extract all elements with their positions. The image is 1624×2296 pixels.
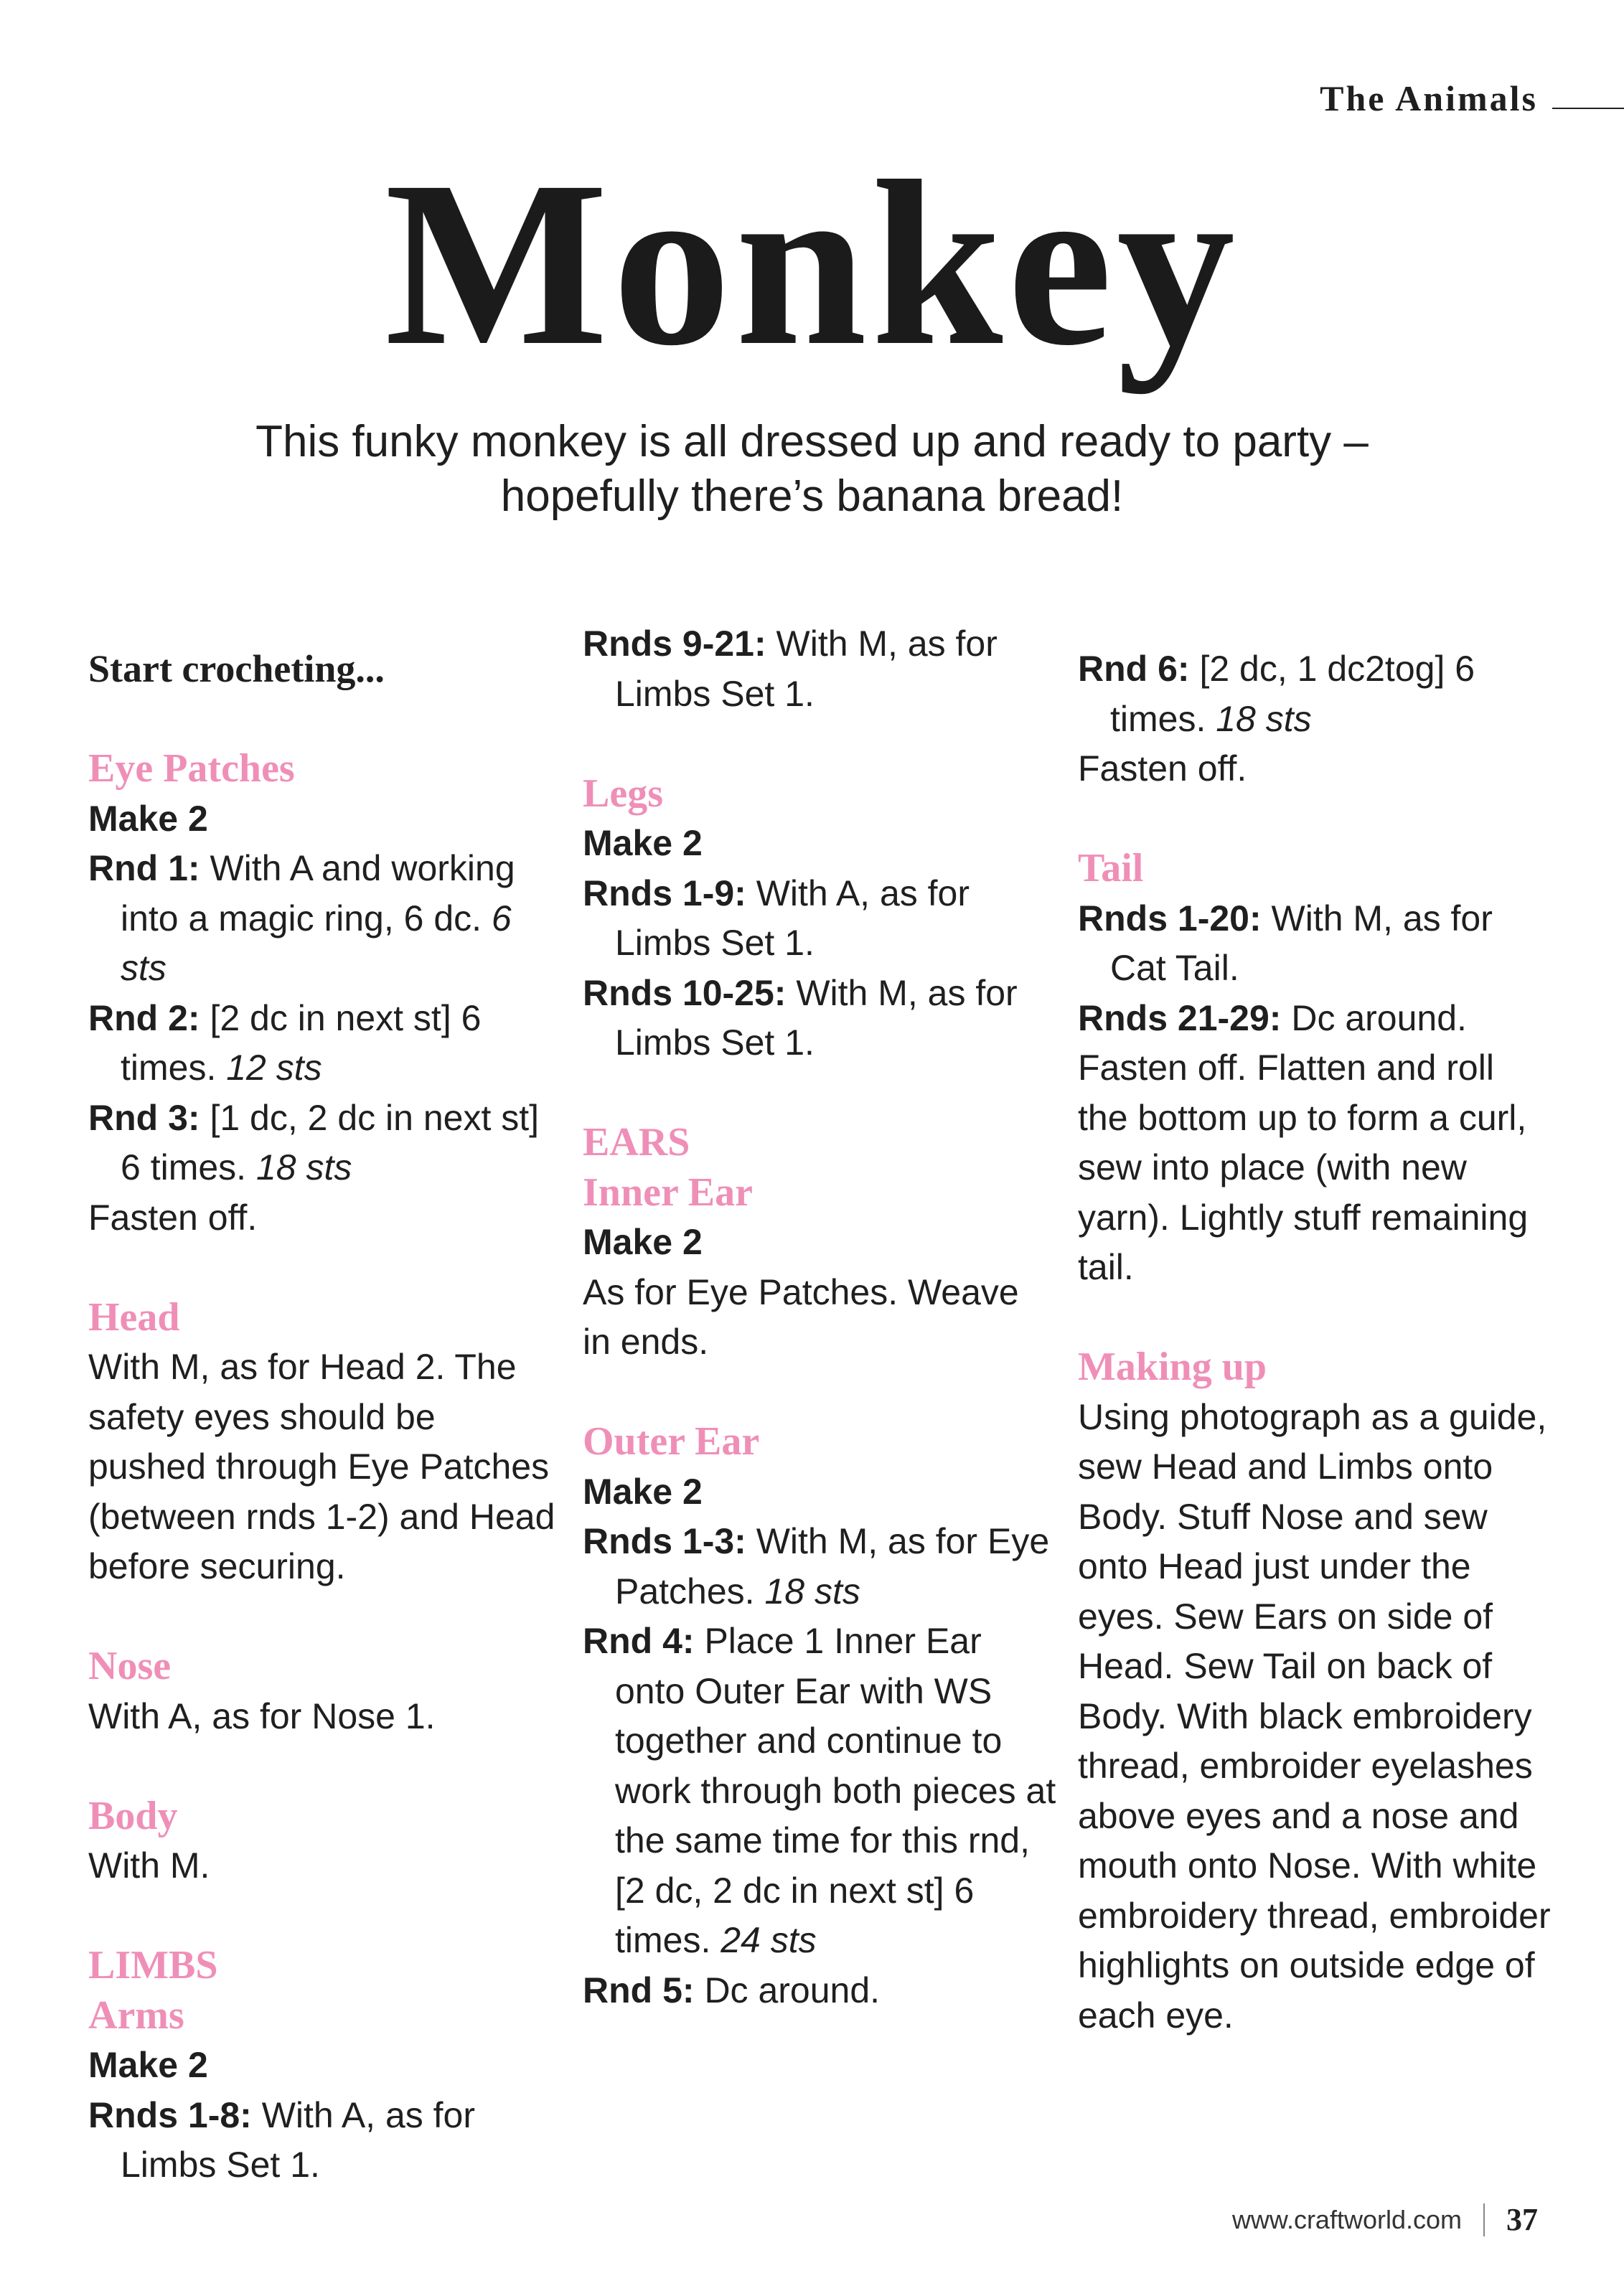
column-2 bbox=[583, 619, 1056, 2015]
eye-patches-rnd1: Rnd 1: With A and working into a magic ring, 6 dc. 6 sts bbox=[88, 848, 515, 988]
footer bbox=[1232, 2201, 1538, 2238]
head-heading: Head bbox=[88, 1294, 180, 1340]
arms-make: Make 2 bbox=[88, 2045, 208, 2085]
limbs-heading: LIMBS bbox=[88, 1943, 218, 1987]
body-text: With M. bbox=[88, 1845, 210, 1886]
eye-patches-rnd2: Rnd 2: [2 dc in next st] 6 times. 12 sts bbox=[88, 997, 482, 1088]
subtitle: This funky monkey is all dressed up and ready to party – hopefully there’s banana bread! bbox=[255, 417, 1369, 521]
page-title: Monkey bbox=[385, 133, 1239, 395]
section-rule bbox=[1552, 108, 1624, 109]
tail-rnds-21-29: Rnds 21-29: Dc around. bbox=[1078, 997, 1467, 1038]
outer-ear-fasten: Fasten off. bbox=[1078, 748, 1247, 789]
eye-patches-rnd3: Rnd 3: [1 dc, 2 dc in next st] 6 times. 18 sts bbox=[88, 1097, 540, 1187]
legs-rnds-1-9: Rnds 1-9: With A, as for Limbs Set 1. bbox=[583, 872, 970, 963]
nose-heading: Nose bbox=[88, 1644, 172, 1688]
column-1 bbox=[88, 644, 562, 2191]
column-3 bbox=[1078, 644, 1552, 2041]
head-text: With M, as for Head 2. The safety eyes should be pushed through Eye Patches (between rnds 1-2) and Head before securing. bbox=[88, 1347, 555, 1586]
tail-text: Fasten off. Flatten and roll the bottom up to form a curl, sew into place (with new yarn). Lightly stuff remaining tail. bbox=[1078, 1048, 1529, 1287]
intro-heading: Start crocheting... bbox=[88, 647, 385, 690]
inner-ear-text: As for Eye Patches. Weave in ends. bbox=[583, 1271, 1019, 1362]
body-heading: Body bbox=[88, 1793, 178, 1838]
eye-patches-fasten: Fasten off. bbox=[88, 1197, 258, 1238]
tail-heading: Tail bbox=[1078, 846, 1144, 890]
inner-ear-make: Make 2 bbox=[583, 1222, 703, 1262]
inner-ear-heading: Inner Ear bbox=[583, 1170, 753, 1215]
outer-ear-rnd-5: Rnd 5: Dc around. bbox=[583, 1970, 881, 2010]
arms-rnds-9-21: Rnds 9-21: With M, as for Limbs Set 1. bbox=[583, 624, 998, 714]
outer-ear-heading: Outer Ear bbox=[583, 1419, 760, 1464]
ears-heading: EARS bbox=[583, 1120, 690, 1165]
legs-rnds-10-25: Rnds 10-25: With M, as for Limbs Set 1. bbox=[583, 972, 1018, 1063]
arms-rnds-1-8: Rnds 1-8: With A, as for Limbs Set 1. bbox=[88, 2094, 476, 2185]
eye-patches-heading: Eye Patches bbox=[88, 746, 295, 791]
making-up-heading: Making up bbox=[1078, 1345, 1267, 1389]
footer-separator bbox=[1483, 2203, 1485, 2236]
arms-heading: Arms bbox=[88, 1992, 184, 2038]
footer-url[interactable]: www.craftworld.com bbox=[1231, 2204, 1462, 2234]
legs-heading: Legs bbox=[583, 771, 663, 816]
section-title: The Animals bbox=[1320, 78, 1538, 118]
making-up-text: Using photograph as a guide, sew Head and Limbs onto Body. Stuff Nose and sew onto Head just under the eyes. Sew Ears on side of Head. Sew Tail on back of Body. With black embroidery thread, embroider eyelashes above eyes and a nose and mouth onto Nose. With white embroidery thread, embroider highlights on outside edge of each eye. bbox=[1078, 1396, 1551, 2036]
outer-ear-rnd-4: Rnd 4: Place 1 Inner Ear onto Outer Ear with WS together and continue to work through both pieces at the same time for this rnd, [2 dc, 2 dc in next st] 6 times. 24 sts bbox=[583, 1621, 1056, 1960]
outer-ear-rnds-1-3: Rnds 1-3: With M, as for Eye Patches. 18 sts bbox=[583, 1521, 1050, 1612]
outer-ear-rnd-6: Rnd 6: [2 dc, 1 dc2tog] 6 times. 18 sts bbox=[1078, 649, 1475, 739]
nose-text: With A, as for Nose 1. bbox=[88, 1695, 436, 1736]
outer-ear-make: Make 2 bbox=[583, 1471, 703, 1512]
eye-patches-make: Make 2 bbox=[88, 798, 208, 839]
page-number: 37 bbox=[1506, 2202, 1538, 2237]
legs-make: Make 2 bbox=[583, 823, 703, 863]
tail-rnds-1-20: Rnds 1-20: With M, as for Cat Tail. bbox=[1078, 898, 1493, 988]
